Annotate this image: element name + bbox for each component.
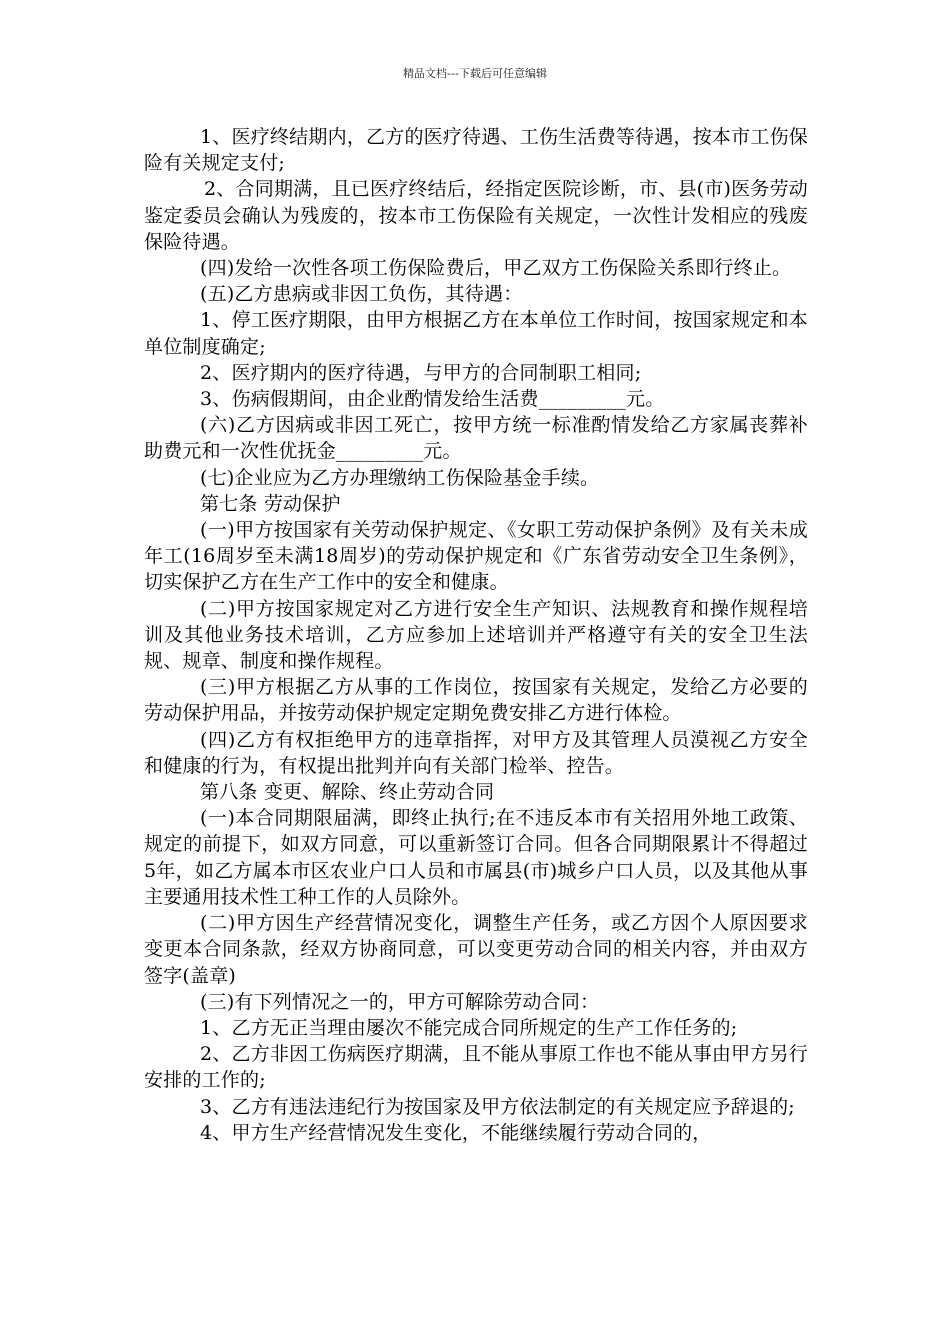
paragraph: 1、乙方无正当理由屡次不能完成合同所规定的生产工作任务的; — [200, 1016, 738, 1039]
paragraph: 2、乙方非因工伤病医疗期满，且不能从事原工作也不能从事由甲方另行安排的工作的; — [144, 1043, 808, 1092]
paragraph: 4、甲方生产经营情况发生变化，不能继续履行劳动合同的， — [200, 1121, 712, 1144]
paragraph: (三)有下列情况之一的，甲方可解除劳动合同： — [200, 990, 600, 1013]
paragraph: 2、合同期满，且已医疗终结后，经指定医院诊断，市、县(市)医务劳动鉴定委员会确认为残废的，按本市工伤保险有关规定，一次性计发相应的残废保险待遇。 — [144, 178, 808, 253]
paragraph: 2、医疗期内的医疗待遇，与甲方的合同制职工相同; — [200, 361, 642, 384]
paragraph: (四)发给一次性各项工伤保险费后，甲乙双方工伤保险关系即行终止。 — [200, 257, 792, 280]
paragraph: 3、乙方有违法违纪行为按国家及甲方依法制定的有关规定应予辞退的; — [200, 1095, 795, 1118]
paragraph: 1、停工医疗期限，由甲方根据乙方在本单位工作时间，按国家规定和本单位制度确定; — [144, 309, 808, 358]
paragraph: (二)甲方因生产经营情况变化，调整生产任务，或乙方因个人原因要求变更本合同条款，经双方协商同意，可以变更劳动合同的相关内容，并由双方签字(盖章) — [144, 912, 808, 987]
document-body — [144, 124, 808, 1146]
paragraph: (三)甲方根据乙方从事的工作岗位，按国家有关规定，发给乙方必要的劳动保护用品，并按劳动保护规定定期免费安排乙方进行体检。 — [144, 676, 808, 725]
paragraph: 3、伤病假期间，由企业酌情发给生活费_________元。 — [200, 388, 665, 411]
paragraph: (一)本合同期限届满，即终止执行;在不违反本市有关招用外地工政策、规定的前提下，如双方同意，可以重新签订合同。但各合同期限累计不得超过5年，如乙方属本市区农业户口人员和市属县(市)城乡户口人员，以及其他从事主要通用技术性工种工作的人员除外。 — [144, 807, 808, 908]
paragraph: (五)乙方患病或非因工负伤，其待遇： — [200, 283, 523, 306]
paragraph: 第八条 变更、解除、终止劳动合同 — [200, 781, 495, 804]
paragraph: (六)乙方因病或非因工死亡，按甲方统一标准酌情发给乙方家属丧葬补助费元和一次性优抚金_________元。 — [144, 414, 808, 463]
page-header: 精品文档---下载后可任意编辑 — [403, 67, 547, 80]
paragraph: (四)乙方有权拒绝甲方的违章指挥，对甲方及其管理人员漠视乙方安全和健康的行为，有权提出批判并向有关部门检举、控告。 — [144, 728, 808, 777]
paragraph: 1、医疗终结期内，乙方的医疗待遇、工伤生活费等待遇，按本市工伤保险有关规定支付; — [144, 126, 808, 175]
paragraph: (一)甲方按国家有关劳动保护规定、《女职工劳动保护条例》及有关未成年工(16周岁至未满18周岁)的劳动保护规定和《广东省劳动安全卫生条例》，切实保护乙方在生产工作中的安全和健康。 — [144, 519, 808, 594]
paragraph: (七)企业应为乙方办理缴纳工伤保险基金手续。 — [200, 466, 600, 489]
paragraph: 第七条 劳动保护 — [200, 492, 341, 515]
paragraph: (二)甲方按国家规定对乙方进行安全生产知识、法规教育和操作规程培训及其他业务技术培训，乙方应参加上述培训并严格遵守有关的安全卫生法规、规章、制度和操作规程。 — [144, 597, 808, 673]
